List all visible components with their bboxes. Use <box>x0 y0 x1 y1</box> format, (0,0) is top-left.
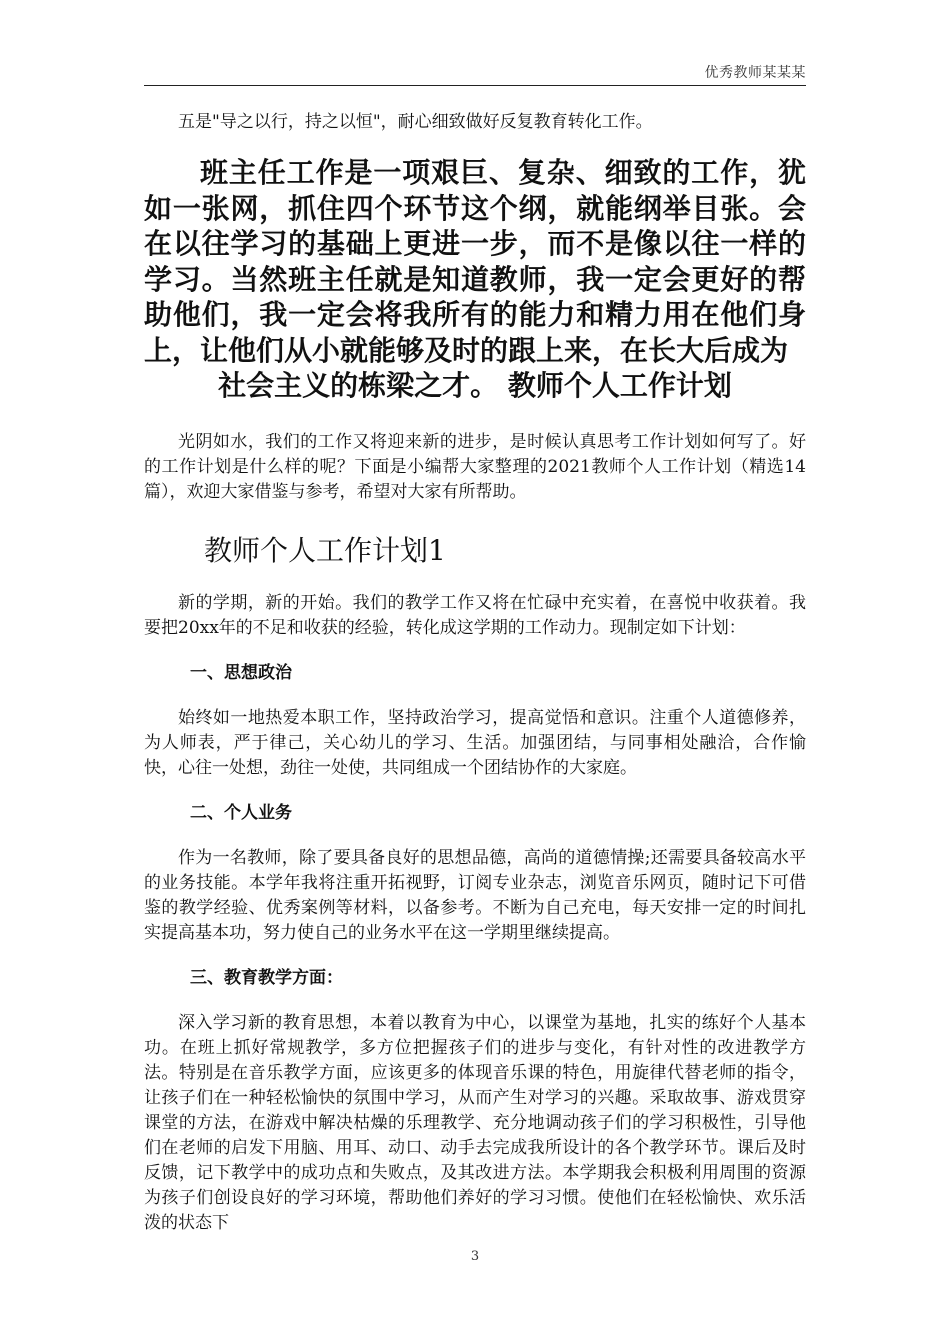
bold-paragraph: 班主任工作是一项艰巨、复杂、细致的工作，犹如一张网，抓住四个环节这个纲，就能纲举目张。会在以往学习的基础上更进一步，而不是像以往一样的学习。当然班主任就是知道教师，我一定会更好的帮助他们，我一定会将我所有的能力和精力用在他们身上，让他们从小就能够及时的跟上来，在长大后成为 <box>144 156 806 367</box>
heading-professional: 二、个人业务 <box>190 802 292 823</box>
paragraph-teaching: 深入学习新的教育思想，本着以教育为中心，以课堂为基地，扎实的练好个人基本功。在班上抓好常规教学，多方位把握孩子们的进步与变化，有针对性的改进教学方法。特别是在音乐教学方面，应该更多的体现音乐课的特色，用旋律代替老师的指令，让孩子们在一种轻松愉快的氛围中学习，从而产生对学习的兴趣。采取故事、游戏贯穿课堂的方法，在游戏中解决枯燥的乐理教学、充分地调动孩子们的学习积极性，引导他们在老师的启发下用脑、用耳、动口、动手去完成我所设计的各个教学环节。课后及时反馈，记下教学中的成功点和失败点，及其改进方法。本学期我会积极利用周围的资源为孩子们创设良好的学习环境，帮助他们养好的学习习惯。使他们在轻松愉快、欢乐活泼的状态下 <box>144 1012 806 1233</box>
page-number: 3 <box>470 1249 480 1264</box>
paragraph-professional: 作为一名教师，除了要具备良好的思想品德，高尚的道德情操;还需要具备较高水平的业务技能。本学年我将注重开拓视野，订阅专业杂志，浏览音乐网页，随时记下可借鉴的教学经验、优秀案例等材料，以备参考。不断为自己充电，每天安排一定的时间扎实提高基本功，努力使自己的业务水平在这一学期里继续提高。 <box>144 847 806 943</box>
paragraph-ideology: 始终如一地热爱本职工作，坚持政治学习，提高觉悟和意识。注重个人道德修养，为人师表，严于律己，关心幼儿的学习、生活。加强团结，与同事相处融洽，合作愉快，心往一处想，劲往一处使，共同组成一个团结协作的大家庭。 <box>144 707 806 778</box>
section-title: 教师个人工作计划1 <box>204 533 446 567</box>
section-intro: 新的学期，新的开始。我们的教学工作又将在忙碌中充实着，在喜悦中收获着。我要把20xx年的不足和收获的经验，转化成这学期的工作动力。现制定如下计划： <box>144 592 806 638</box>
intro-line: 五是"导之以行，持之以恒"，耐心细致做好反复教育转化工作。 <box>178 112 653 132</box>
header-title: 优秀教师某某某 <box>704 65 806 81</box>
bold-paragraph-last-line: 社会主义的栋梁之才。 教师个人工作计划 <box>218 369 732 402</box>
heading-ideology: 一、思想政治 <box>190 662 292 683</box>
header-divider <box>144 85 806 86</box>
summary-paragraph: 光阴如水，我们的工作又将迎来新的进步，是时候认真思考工作计划如何写了。好的工作计划是什么样的呢？下面是小编帮大家整理的2021教师个人工作计划（精选14篇），欢迎大家借鉴与参考，希望对大家有所帮助。 <box>144 431 806 502</box>
document-body <box>144 110 806 1236</box>
heading-teaching: 三、教育教学方面： <box>190 967 343 988</box>
